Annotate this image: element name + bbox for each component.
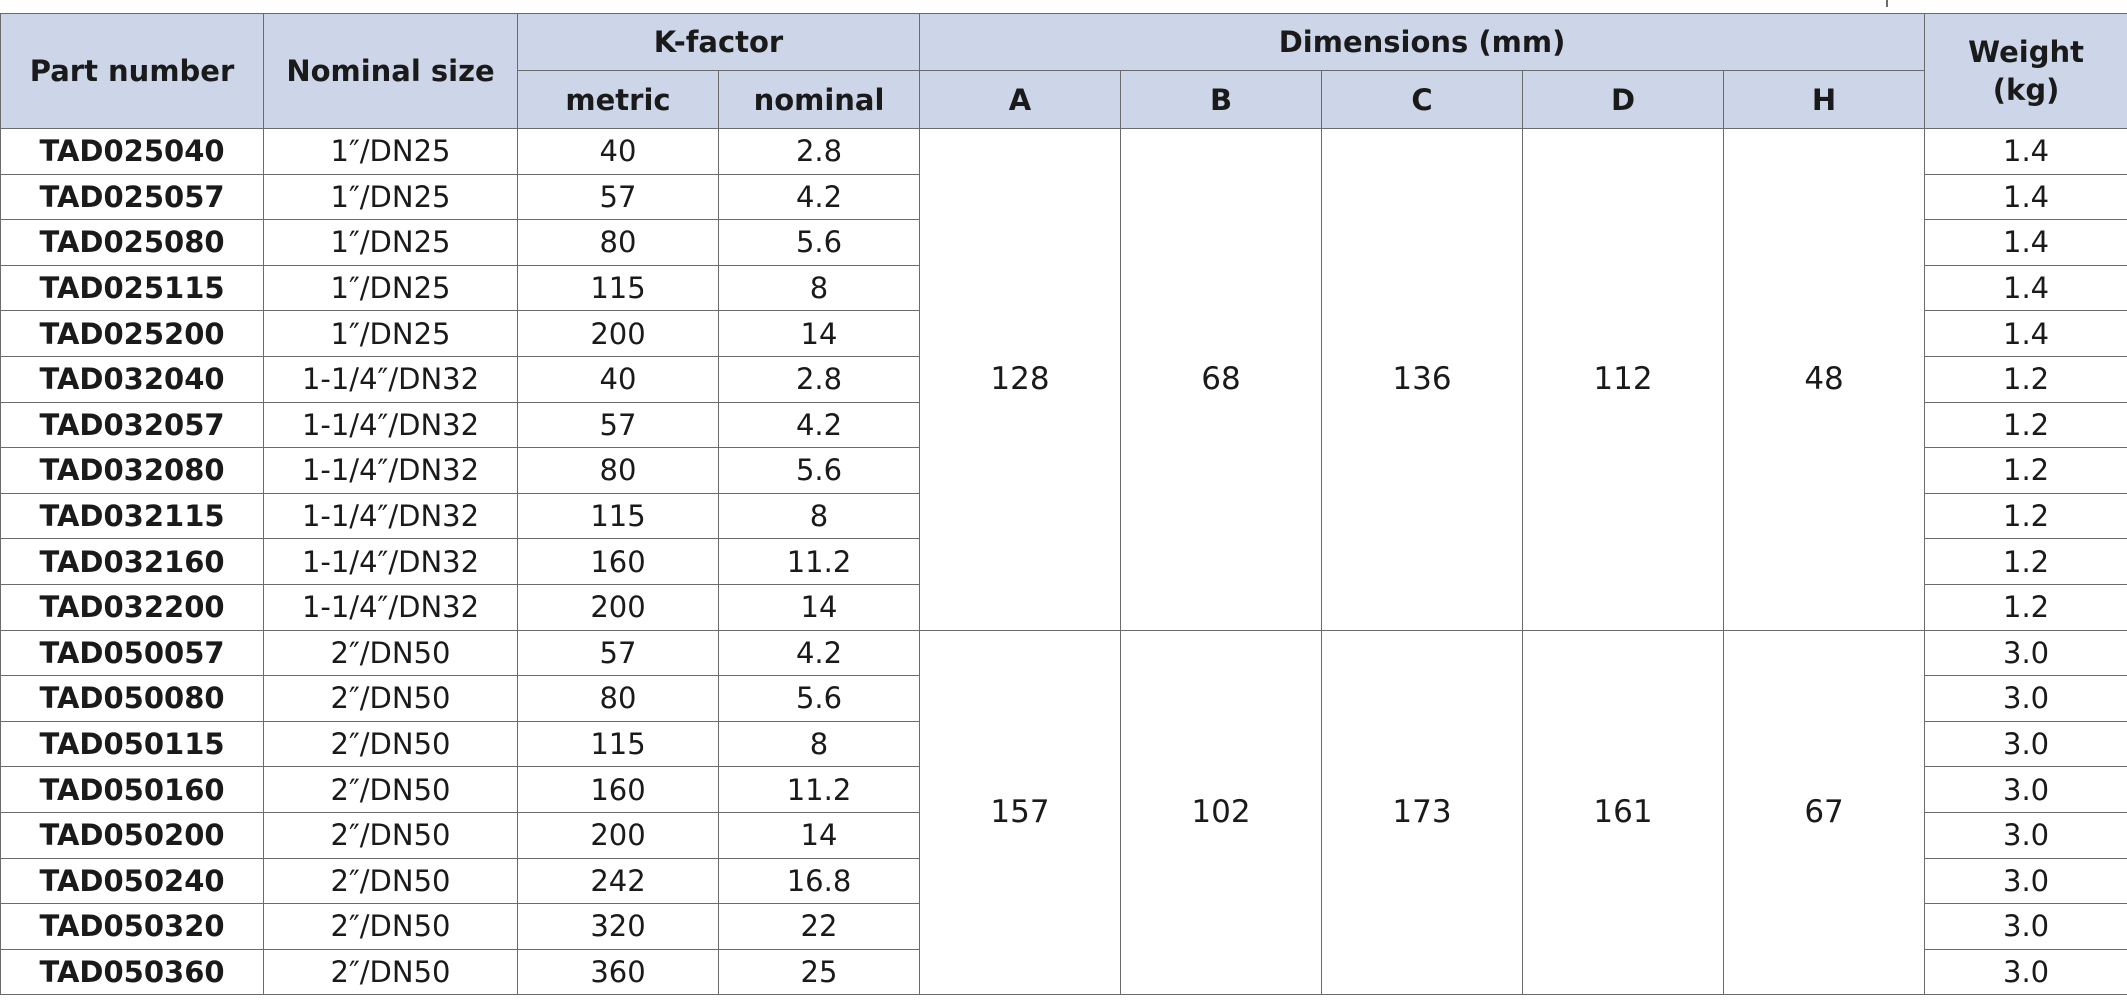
part-number-cell: TAD025057 (1, 174, 264, 220)
nominal-size-cell: 1-1/4″/DN32 (264, 539, 518, 585)
dimension-d-cell: 112 (1523, 129, 1724, 631)
part-number-cell: TAD032057 (1, 402, 264, 448)
k-factor-nominal-cell: 4.2 (719, 174, 920, 220)
nominal-size-cell: 1″/DN25 (264, 129, 518, 175)
dimension-h-cell: 48 (1724, 129, 1925, 631)
weight-cell: 3.0 (1925, 721, 2127, 767)
k-factor-nominal-cell: 16.8 (719, 858, 920, 904)
part-number-cell: TAD025040 (1, 129, 264, 175)
nominal-size-cell: 1″/DN25 (264, 311, 518, 357)
part-number-cell: TAD032115 (1, 493, 264, 539)
weight-cell: 1.2 (1925, 448, 2127, 494)
k-factor-nominal-cell: 4.2 (719, 630, 920, 676)
nominal-size-cell: 2″/DN50 (264, 858, 518, 904)
part-number-cell: TAD050320 (1, 904, 264, 950)
k-factor-nominal-cell: 8 (719, 265, 920, 311)
k-factor-metric-cell: 242 (518, 858, 719, 904)
header-dim-b: B (1121, 71, 1322, 129)
part-number-cell: TAD050115 (1, 721, 264, 767)
part-number-cell: TAD032080 (1, 448, 264, 494)
spec-table (0, 13, 2127, 995)
weight-cell: 3.0 (1925, 949, 2127, 995)
part-number-cell: TAD025080 (1, 220, 264, 266)
weight-cell: 1.4 (1925, 265, 2127, 311)
weight-cell: 3.0 (1925, 630, 2127, 676)
nominal-size-cell: 1-1/4″/DN32 (264, 402, 518, 448)
weight-cell: 1.4 (1925, 174, 2127, 220)
dimension-a-cell: 128 (920, 129, 1121, 631)
k-factor-nominal-cell: 11.2 (719, 539, 920, 585)
k-factor-nominal-cell: 8 (719, 493, 920, 539)
k-factor-nominal-cell: 5.6 (719, 676, 920, 722)
header-dim-c: C (1322, 71, 1523, 129)
header-dim-h: H (1724, 71, 1925, 129)
nominal-size-cell: 1″/DN25 (264, 220, 518, 266)
part-number-cell: TAD025115 (1, 265, 264, 311)
part-number-cell: TAD050360 (1, 949, 264, 995)
weight-cell: 3.0 (1925, 767, 2127, 813)
k-factor-metric-cell: 40 (518, 129, 719, 175)
part-number-cell: TAD032040 (1, 356, 264, 402)
k-factor-metric-cell: 200 (518, 584, 719, 630)
k-factor-metric-cell: 57 (518, 630, 719, 676)
dimension-c-cell: 136 (1322, 129, 1523, 631)
k-factor-metric-cell: 80 (518, 448, 719, 494)
k-factor-metric-cell: 160 (518, 539, 719, 585)
weight-cell: 1.2 (1925, 539, 2127, 585)
header-nominal-size: Nominal size (264, 14, 518, 129)
nominal-size-cell: 2″/DN50 (264, 767, 518, 813)
part-number-cell: TAD050057 (1, 630, 264, 676)
table-row (1, 129, 2127, 175)
nominal-size-cell: 1-1/4″/DN32 (264, 584, 518, 630)
dimension-b-cell: 68 (1121, 129, 1322, 631)
table-body (1, 129, 2127, 995)
k-factor-metric-cell: 40 (518, 356, 719, 402)
k-factor-metric-cell: 115 (518, 721, 719, 767)
k-factor-nominal-cell: 11.2 (719, 767, 920, 813)
k-factor-nominal-cell: 25 (719, 949, 920, 995)
dimension-b-cell: 102 (1121, 630, 1322, 995)
dimension-a-cell: 157 (920, 630, 1121, 995)
k-factor-nominal-cell: 2.8 (719, 129, 920, 175)
k-factor-nominal-cell: 5.6 (719, 448, 920, 494)
k-factor-metric-cell: 320 (518, 904, 719, 950)
k-factor-metric-cell: 57 (518, 174, 719, 220)
header-dim-a: A (920, 71, 1121, 129)
k-factor-nominal-cell: 22 (719, 904, 920, 950)
table-header (1, 14, 2127, 129)
k-factor-metric-cell: 80 (518, 220, 719, 266)
part-number-cell: TAD032160 (1, 539, 264, 585)
nominal-size-cell: 1-1/4″/DN32 (264, 356, 518, 402)
header-weight-line2: (kg) (1992, 73, 2060, 107)
k-factor-nominal-cell: 4.2 (719, 402, 920, 448)
weight-cell: 1.4 (1925, 311, 2127, 357)
nominal-size-cell: 2″/DN50 (264, 904, 518, 950)
dimension-h-cell: 67 (1724, 630, 1925, 995)
header-metric: metric (518, 71, 719, 129)
nominal-size-cell: 1-1/4″/DN32 (264, 493, 518, 539)
nominal-size-cell: 2″/DN50 (264, 630, 518, 676)
nominal-size-cell: 2″/DN50 (264, 676, 518, 722)
k-factor-nominal-cell: 2.8 (719, 356, 920, 402)
k-factor-metric-cell: 200 (518, 311, 719, 357)
weight-cell: 1.2 (1925, 402, 2127, 448)
k-factor-metric-cell: 115 (518, 493, 719, 539)
weight-cell: 1.2 (1925, 584, 2127, 630)
table-row (1, 630, 2127, 676)
weight-cell: 1.2 (1925, 493, 2127, 539)
weight-cell: 3.0 (1925, 676, 2127, 722)
weight-cell: 1.2 (1925, 356, 2127, 402)
k-factor-metric-cell: 200 (518, 812, 719, 858)
header-part-number: Part number (1, 14, 264, 129)
nominal-size-cell: 2″/DN50 (264, 812, 518, 858)
k-factor-metric-cell: 57 (518, 402, 719, 448)
k-factor-metric-cell: 80 (518, 676, 719, 722)
nominal-size-cell: 2″/DN50 (264, 721, 518, 767)
header-weight-line1: Weight (1968, 35, 2084, 69)
k-factor-nominal-cell: 14 (719, 311, 920, 357)
header-dim-d: D (1523, 71, 1724, 129)
nominal-size-cell: 1″/DN25 (264, 174, 518, 220)
weight-cell: 1.4 (1925, 220, 2127, 266)
part-number-cell: TAD025200 (1, 311, 264, 357)
nominal-size-cell: 1-1/4″/DN32 (264, 448, 518, 494)
dimension-c-cell: 173 (1322, 630, 1523, 995)
k-factor-metric-cell: 115 (518, 265, 719, 311)
k-factor-nominal-cell: 8 (719, 721, 920, 767)
part-number-cell: TAD050160 (1, 767, 264, 813)
weight-cell: 1.4 (1925, 129, 2127, 175)
weight-cell: 3.0 (1925, 858, 2127, 904)
nominal-size-cell: 2″/DN50 (264, 949, 518, 995)
part-number-cell: TAD032200 (1, 584, 264, 630)
header-nominal: nominal (719, 71, 920, 129)
k-factor-metric-cell: 160 (518, 767, 719, 813)
dimension-d-cell: 161 (1523, 630, 1724, 995)
header-k-factor: K-factor (518, 14, 920, 71)
k-factor-nominal-cell: 14 (719, 812, 920, 858)
k-factor-nominal-cell: 5.6 (719, 220, 920, 266)
part-number-cell: TAD050200 (1, 812, 264, 858)
weight-cell: 3.0 (1925, 904, 2127, 950)
weight-cell: 3.0 (1925, 812, 2127, 858)
header-dimensions: Dimensions (mm) (920, 14, 1925, 71)
part-number-cell: TAD050080 (1, 676, 264, 722)
border-tick (1886, 0, 1888, 7)
part-number-cell: TAD050240 (1, 858, 264, 904)
nominal-size-cell: 1″/DN25 (264, 265, 518, 311)
k-factor-nominal-cell: 14 (719, 584, 920, 630)
k-factor-metric-cell: 360 (518, 949, 719, 995)
header-weight (1925, 14, 2127, 129)
